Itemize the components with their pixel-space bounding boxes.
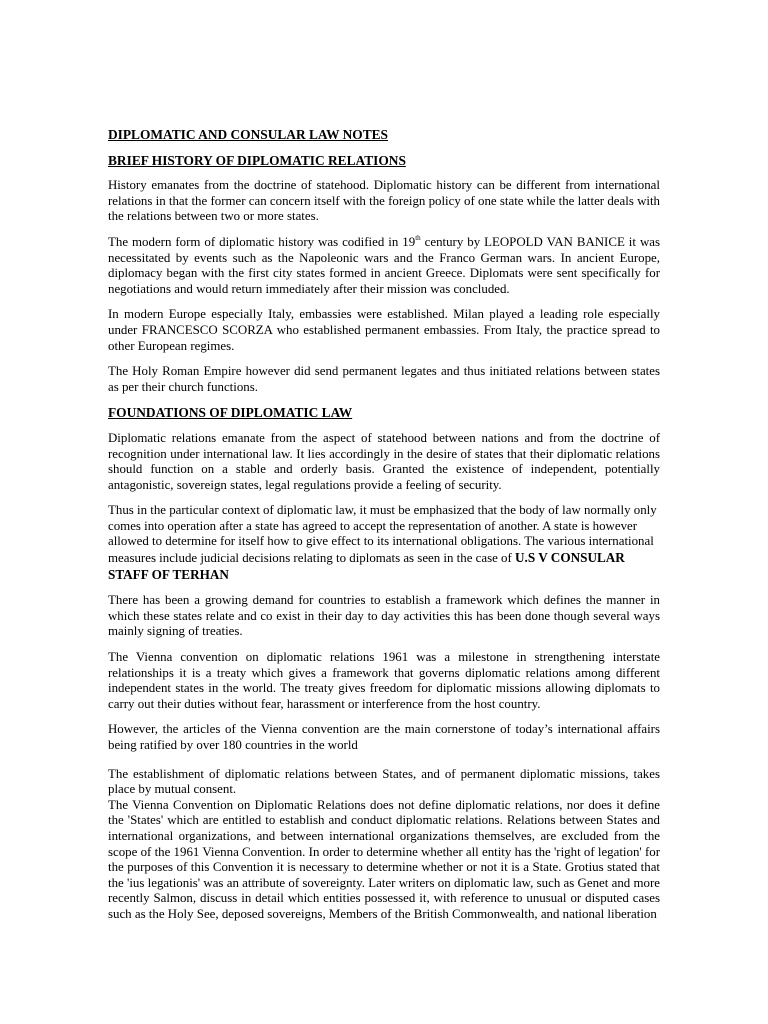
paragraph-1: History emanates from the doctrine of statehood. Diplomatic history can be different from international relations in that the former can concern itself with the foreign policy of one state while the latter deals with the relations between two or more states. bbox=[108, 178, 660, 224]
section-heading-history: BRIEF HISTORY OF DIPLOMATIC RELATIONS bbox=[108, 152, 406, 168]
paragraph-2-start: The modern form of diplomatic history was codified in 19 bbox=[108, 234, 416, 249]
paragraph-10: The establishment of diplomatic relations between States, and of permanent diplomatic missions, takes place by mutual consent. bbox=[108, 766, 660, 797]
paragraph-3: In modern Europe especially Italy, embassies were established. Milan played a leading role especially under FRANCESCO SCORZA who established permanent embassies. From Italy, the practice spread to other European regimes. bbox=[108, 307, 660, 353]
document-title: DIPLOMATIC AND CONSULAR LAW NOTES bbox=[108, 127, 389, 142]
paragraph-4: The Holy Roman Empire however did send permanent legates and thus initiated relations between states as per their church functions. bbox=[108, 364, 660, 394]
ordinal-suffix: th bbox=[415, 233, 421, 242]
paragraph-7: There has been a growing demand for countries to establish a framework which defines the manner in which these states relate and co exist in their day to day activities this has been done though several ways mainly signing of treaties. bbox=[108, 593, 660, 639]
paragraph-6 bbox=[108, 503, 660, 583]
case-citation: U.S V CONSULAR STAFF OF TERHAN bbox=[108, 550, 625, 582]
paragraph-9: However, the articles of the Vienna convention are the main cornerstone of today’s international affairs being ratified by over 180 countries in the world bbox=[108, 722, 660, 752]
section-heading-foundations: FOUNDATIONS OF DIPLOMATIC LAW bbox=[108, 405, 353, 421]
document-page bbox=[108, 127, 660, 933]
paragraph-8: The Vienna convention on diplomatic relations 1961 was a milestone in strengthening interstate relationships it is a treaty which gives a framework that governs diplomatic relations among different independent states in the world. The treaty gives freedom for diplomatic missions allowing diplomats to carry out their duties without fear, harassment or interference from the host country. bbox=[108, 650, 660, 711]
paragraph-2-end: century by LEOPOLD VAN BANICE it was necessitated by events such as the Napoleonic wars and the Franco German wars. In ancient Europe, diplomacy began with the first city states formed in ancient Greece. Diplomats were sent specifically for negotiations and would return immediately after their mission was concluded. bbox=[108, 234, 660, 296]
paragraph-2 bbox=[108, 235, 660, 297]
paragraph-11: The Vienna Convention on Diplomatic Relations does not define diplomatic relations, nor does it define the 'States' which are entitled to establish and conduct diplomatic relations. Relations between States and international organizations, and between international organizations themselves, are excluded from the scope of the 1961 Vienna Convention. In order to determine whether all entity has the 'right of legation' for the purposes of this Convention it is necessary to determine whether or not it is a State. Grotius stated that the 'ius legationis' was an attribute of sovereignty. Later writers on diplomatic law, such as Genet and more recently Salmon, discuss in detail which entities possessed it, with reference to unusual or disputed cases such as the Holy See, deposed sovereigns, Members of the British Commonwealth, and national liberation bbox=[108, 797, 660, 921]
paragraph-5: Diplomatic relations emanate from the aspect of statehood between nations and from the doctrine of recognition under international law. It lies accordingly in the desire of states that their diplomatic relations should function on a stable and orderly basis. Granted the existence of independent, potentially antagonistic, sovereign states, legal regulations provide a feeling of security. bbox=[108, 430, 660, 492]
paragraph-6-text: Thus in the particular context of diplomatic law, it must be emphasized that the body of law normally only comes into operation after a state has agreed to accept the representation of another. A state is however allowed to determine for itself how to give effect to its international obligations. The various international measures include judicial decisions relating to diplomats as seen in the case of bbox=[108, 503, 657, 566]
